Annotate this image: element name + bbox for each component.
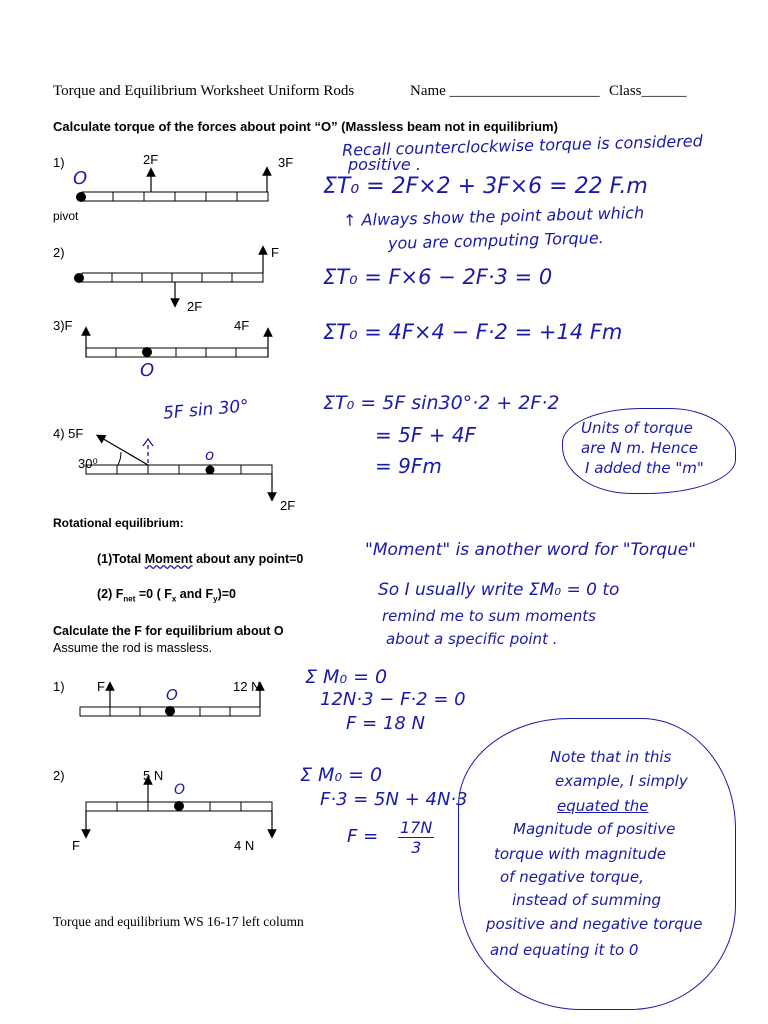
section1-heading: Calculate torque of the forces about point “O” (Massless beam not in equilibrium) [53, 119, 558, 134]
hw-equation-4c: = 9Fm [375, 454, 442, 478]
eq1-point-o: O [166, 686, 178, 704]
problem2-number: 2) [53, 245, 65, 260]
hw-note-line5: torque with magnitude [494, 845, 666, 863]
section3-subheading: Assume the rod is massless. [53, 641, 213, 655]
hw-equation-2: ΣT₀ = F×6 − 2F·3 = 0 [323, 265, 553, 289]
eq1-force-f: F [97, 679, 105, 694]
p4-force-2f: 2F [280, 498, 296, 513]
eq1-force-12n: 12 N [233, 679, 261, 694]
eq2-force-4n: 4 N [234, 838, 255, 853]
p1-force-3f: 3F [278, 155, 294, 170]
hw-solution2-line1: Σ M₀ = 0 [300, 764, 383, 786]
p4-point-o: o [205, 446, 215, 464]
rule-total-moment: (1)Total Moment about any point=0 [97, 552, 304, 566]
pivot-label: pivot [53, 209, 79, 223]
rod-problem-4 [86, 437, 272, 497]
hw-solution1-line1: Σ M₀ = 0 [305, 666, 388, 688]
hw-note-line7: instead of summing [512, 891, 662, 909]
section3-heading: Calculate the F for equilibrium about O [53, 624, 284, 638]
hw-recall-line2: positive . [348, 155, 421, 174]
hw-note-line9: and equating it to 0 [490, 941, 639, 959]
rod-problem-3 [86, 331, 268, 357]
hw-moment-line4: about a specific point . [386, 630, 558, 648]
p2-force-f: F [271, 245, 279, 260]
rule-net-force: (2) $F_{net} =0$ ( $F_x$ and $F_y)=0$ [97, 587, 236, 604]
problem1-number: 1) [53, 155, 65, 170]
name-field[interactable]: Name ____________________ [410, 83, 600, 99]
hw-note-line8: positive and negative torque [486, 915, 703, 933]
rod-problem-2 [74, 250, 263, 303]
hw-units-line2: are N m. Hence [581, 439, 698, 457]
eq2-point-o: O [174, 782, 186, 798]
hw-solution2-line3: F = [347, 826, 379, 847]
eq-problem2-number: 2) [53, 768, 65, 783]
fraction-numerator: 17N [400, 818, 433, 837]
p4-angle: 30⁰ [78, 456, 98, 471]
hw-moment-line1: "Moment" is another word for "Torque" [365, 540, 697, 560]
hw-units-line1: Units of torque [581, 419, 693, 437]
p4-vertical-component: 5F sin 30° [162, 396, 250, 424]
hw-note-line1: Note that in this [550, 748, 672, 766]
hw-equation-4a: ΣT₀ = 5F sin30°·2 + 2F·2 [323, 392, 560, 414]
eq-problem1-number: 1) [53, 679, 65, 694]
footer-text: Torque and equilibrium WS 16-17 left column [53, 914, 304, 929]
hw-note-line4: Magnitude of positive [513, 820, 676, 838]
hw-note-line3: equated the [557, 797, 649, 815]
hw-solution1-line3: F = 18 N [346, 713, 425, 734]
hw-moment-line2: So I usually write ΣM₀ = 0 to [378, 580, 620, 600]
hw-note-line2: example, I simply [555, 772, 688, 790]
hw-recall-line1: Recall counterclockwise torque is considered [341, 131, 703, 160]
problem3-number: 3)F [53, 318, 73, 333]
fraction-denominator: 3 [411, 838, 422, 857]
worksheet-title: Torque and Equilibrium Worksheet Uniform Rods [53, 83, 355, 99]
hw-moment-line3: remind me to sum moments [382, 607, 596, 625]
hw-always-line1: ↑ Always show the point about which [342, 203, 645, 230]
hw-equation-4b: = 5F + 4F [375, 423, 477, 447]
hw-equation-3: ΣT₀ = 4F×4 − F·2 = +14 Fm [323, 320, 623, 344]
hw-always-line2: you are computing Torque. [387, 228, 604, 253]
rod-problem-1 [76, 171, 268, 202]
p3-force-4f: 4F [234, 318, 250, 333]
hw-equation-1: ΣT₀ = 2F×2 + 3F×6 = 22 F.m [323, 174, 648, 199]
class-field[interactable]: Class______ [609, 83, 687, 99]
section2-heading: Rotational equilibrium: [53, 516, 184, 530]
hw-note-line6: of negative torque, [500, 868, 644, 886]
problem4-number: 4) 5F [53, 426, 84, 441]
p2-force-2f: 2F [187, 299, 203, 314]
p1-force-2f: 2F [143, 152, 159, 167]
hw-solution2-line2: F·3 = 5N + 4N·3 [320, 789, 468, 810]
hw-solution2-fraction [398, 818, 434, 857]
eq2-force-5n: 5 N [143, 768, 164, 783]
p1-point-o: O [73, 168, 88, 189]
eq2-force-f: F [72, 838, 80, 853]
hw-solution1-line2: 12N·3 − F·2 = 0 [320, 689, 466, 710]
p3-point-o: O [140, 360, 155, 381]
hw-units-line3: I added the "m" [585, 459, 704, 477]
